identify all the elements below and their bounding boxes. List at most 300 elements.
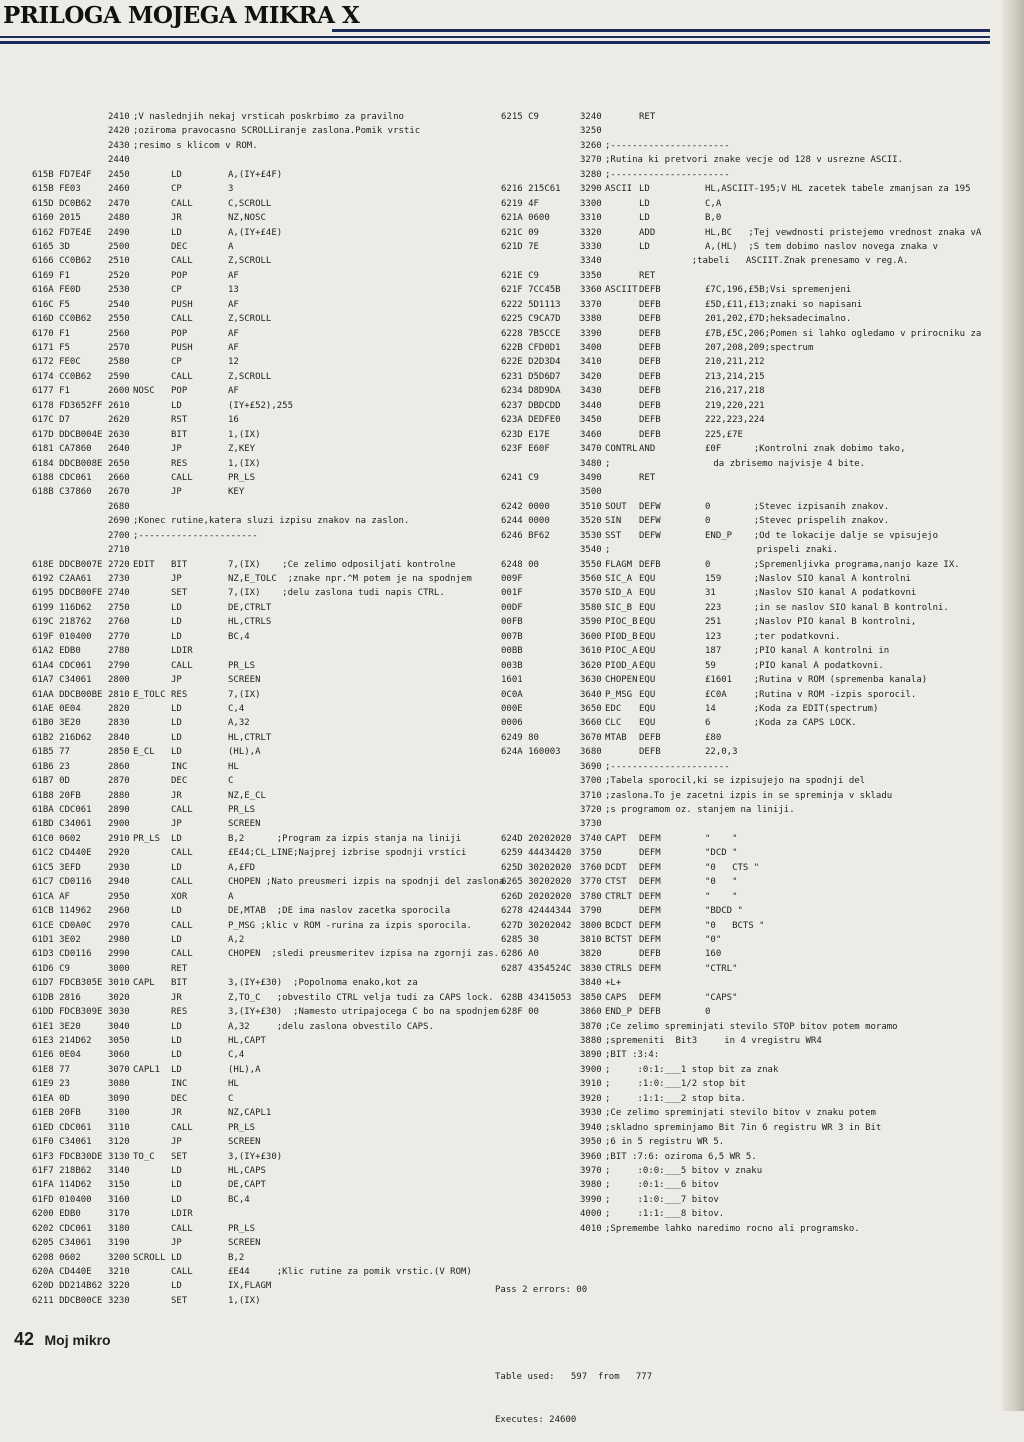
- address-hex: 61D6 C9: [32, 963, 70, 974]
- address-hex: 61A2 EDB0: [32, 646, 81, 657]
- mnemonic: DEFM: [639, 848, 661, 859]
- address-hex: 0006: [501, 718, 523, 729]
- line-number: 3170: [108, 1209, 130, 1220]
- operands: 59 ;PIO kanal A podatkovni.: [705, 660, 884, 671]
- line-number: 2620: [108, 415, 130, 426]
- operands: HL,ASCIIT-195;V HL zacetek tabele zmanjsan za 195: [705, 184, 971, 195]
- line-number: 3850: [580, 992, 602, 1003]
- mnemonic: CALL: [171, 198, 193, 209]
- operands: AF: [228, 299, 239, 310]
- mnemonic: LD: [171, 631, 182, 642]
- label: MTAB: [605, 732, 627, 743]
- mnemonic: LD: [171, 227, 182, 238]
- comment-text: ;Spremembe lahko naredimo rocno ali programsko.: [605, 1223, 860, 1234]
- mnemonic: RET: [639, 472, 656, 483]
- operands: £0F ;Kontrolni znak dobimo tako,: [705, 444, 906, 455]
- line-number: 2640: [108, 444, 130, 455]
- mnemonic: LD: [171, 1050, 182, 1061]
- label: CONTRL: [605, 444, 638, 455]
- address-hex: 61B0 3E20: [32, 718, 81, 729]
- line-number: 3090: [108, 1093, 130, 1104]
- label: CAPS: [605, 992, 627, 1003]
- line-number: 4000: [580, 1209, 602, 1220]
- line-number: 3830: [580, 963, 602, 974]
- line-number: 2770: [108, 631, 130, 642]
- mnemonic: DEFB: [639, 429, 661, 440]
- operands: NZ,E_TOLC ;znake npr.^M potem je na spodnjem: [228, 574, 472, 584]
- address-hex: 628F 00: [501, 1007, 539, 1018]
- line-number: 3560: [580, 574, 602, 584]
- line-number: 3070: [108, 1064, 130, 1075]
- address-hex: 0C0A: [501, 689, 523, 700]
- address-hex: 6178 FD3652FF: [32, 400, 103, 411]
- mnemonic: DEFB: [639, 386, 661, 397]
- mnemonic: JP: [171, 487, 182, 498]
- operands: 16: [228, 415, 239, 426]
- address-hex: 6184 DDCB008E: [32, 458, 103, 469]
- mnemonic: DEFB: [639, 299, 661, 310]
- line-number: 3520: [580, 516, 602, 527]
- address-hex: 6242 0000: [501, 501, 550, 512]
- mnemonic: INC: [171, 1079, 188, 1090]
- operands: "DCD ": [705, 848, 738, 859]
- address-hex: 6287 4354524C: [501, 963, 572, 974]
- line-number: 3240: [580, 112, 602, 122]
- operands: 159 ;Naslov SIO kanal A kontrolni: [705, 574, 911, 584]
- line-number: 3150: [108, 1180, 130, 1191]
- mnemonic: JP: [171, 574, 182, 584]
- operands: BC,4: [228, 631, 250, 642]
- line-number: 3950: [580, 1137, 602, 1148]
- address-hex: 6200 EDB0: [32, 1209, 81, 1220]
- mnemonic: LD: [171, 703, 182, 714]
- address-hex: 61EB 20FB: [32, 1108, 81, 1119]
- line-number: 3820: [580, 949, 602, 960]
- operands: 213,214,215: [705, 371, 765, 382]
- line-number: 3410: [580, 357, 602, 368]
- address-hex: 6237 DBDCDD: [501, 400, 561, 411]
- operands: NZ,NOSC: [228, 213, 266, 224]
- mnemonic: CALL: [171, 1223, 193, 1234]
- operands: £1601 ;Rutina v ROM (spremenba kanala): [705, 675, 928, 686]
- mnemonic: DEFM: [639, 877, 661, 888]
- operands: PR_LS: [228, 660, 256, 671]
- address-hex: 624A 160003: [501, 747, 561, 758]
- operands: A,2: [228, 934, 245, 945]
- comment-text: ; :1:1:___8 bitov.: [605, 1209, 725, 1220]
- line-number: 3160: [108, 1194, 130, 1205]
- mnemonic: LD: [171, 732, 182, 743]
- line-number: 2510: [108, 256, 130, 267]
- address-hex: 6202 CDC061: [32, 1223, 92, 1234]
- address-hex: 621F 7CC45B: [501, 285, 561, 296]
- line-number: 3420: [580, 371, 602, 382]
- address-hex: 6249 80: [501, 732, 539, 743]
- operands: 14 ;Koda za EDIT(spectrum): [705, 703, 879, 714]
- header-rule: [332, 29, 990, 32]
- mnemonic: DEFM: [639, 833, 661, 844]
- operands: £E44 ;Klic rutine za pomik vrstic.(V ROM): [228, 1267, 472, 1277]
- address-hex: 6278 42444344: [501, 906, 572, 917]
- line-number: 3190: [108, 1238, 130, 1249]
- address-hex: 616D CC0B62: [32, 314, 92, 325]
- line-number: 3270: [580, 155, 602, 166]
- address-hex: 6228 7B5CCE: [501, 328, 561, 339]
- line-number: 2710: [108, 545, 130, 556]
- mnemonic: LDIR: [171, 1209, 193, 1220]
- mnemonic: INC: [171, 761, 188, 772]
- line-number: 2600: [108, 386, 130, 397]
- line-number: 3610: [580, 646, 602, 657]
- label: P_MSG: [605, 689, 633, 700]
- line-number: 2910: [108, 833, 130, 844]
- operands: Z,SCROLL: [228, 371, 272, 382]
- operands: DE,MTAB ;DE ima naslov zacetka sporocila: [228, 906, 451, 917]
- operands: SCREEN: [228, 1238, 261, 1249]
- line-number: 3450: [580, 415, 602, 426]
- line-number: 3960: [580, 1151, 602, 1162]
- operands: AF: [228, 343, 239, 353]
- line-number: 3710: [580, 790, 602, 801]
- line-number: 2680: [108, 501, 130, 512]
- line-number: 3990: [580, 1194, 602, 1205]
- line-number: 2780: [108, 646, 130, 657]
- comment-text: ;skladno spreminjamo Bit 7in 6 registru WR 3 in Bit: [605, 1122, 882, 1133]
- address-hex: 621E C9: [501, 270, 539, 281]
- line-number: 3390: [580, 328, 602, 339]
- line-number: 2970: [108, 920, 130, 931]
- address-hex: 6208 0602: [32, 1252, 81, 1263]
- mnemonic: EQU: [639, 703, 656, 714]
- operands: 3,(IY+£30) ;Namesto utripajocega C bo na spodnjem: [228, 1007, 499, 1018]
- operands: B,0: [705, 213, 722, 224]
- mnemonic: CALL: [171, 1122, 193, 1133]
- line-number: 2960: [108, 906, 130, 917]
- line-number: 3180: [108, 1223, 130, 1234]
- operands: Z,KEY: [228, 444, 256, 455]
- address-hex: 6219 4F: [501, 198, 539, 209]
- line-number: 3870: [580, 1021, 602, 1032]
- line-number: 2890: [108, 805, 130, 815]
- line-number: 2730: [108, 574, 130, 584]
- mnemonic: RET: [639, 270, 656, 281]
- mnemonic: DEFW: [639, 530, 661, 541]
- address-hex: 6174 CC0B62: [32, 371, 92, 382]
- address-hex: 61D1 3E02: [32, 934, 81, 945]
- comment-text: ; :0:1:___6 bitov: [605, 1180, 719, 1191]
- operands: "0 CTS ": [705, 862, 760, 873]
- mnemonic: DEFB: [639, 949, 661, 960]
- operands: IX,FLAGM: [228, 1281, 272, 1292]
- address-hex: 6222 5D1113: [501, 299, 561, 310]
- address-hex: 61BD C34061: [32, 819, 92, 830]
- line-number: 3510: [580, 501, 602, 512]
- line-number: 3690: [580, 761, 602, 772]
- comment-text: ;6 in 5 registru WR 5.: [605, 1137, 725, 1148]
- operands: 6 ;Koda za CAPS LOCK.: [705, 718, 857, 729]
- address-hex: 6181 CA7860: [32, 444, 92, 455]
- label: NOSC: [133, 386, 155, 397]
- address-hex: 621C 09: [501, 227, 539, 238]
- address-hex: 61F3 FDCB30DE: [32, 1151, 103, 1162]
- comment-text: ;Ce zelimo spreminjati stevilo STOP bitov potem moramo: [605, 1021, 898, 1032]
- mnemonic: CALL: [171, 848, 193, 859]
- mnemonic: DEFB: [639, 343, 661, 353]
- line-number: 3750: [580, 848, 602, 859]
- mnemonic: DEFB: [639, 415, 661, 426]
- line-number: 3880: [580, 1036, 602, 1046]
- page-number: 42: [14, 1329, 35, 1349]
- address-hex: 61CA AF: [32, 891, 70, 902]
- address-hex: 001F: [501, 588, 523, 599]
- line-number: 2740: [108, 588, 130, 599]
- address-hex: 6169 F1: [32, 270, 70, 281]
- operands: NZ,E_CL: [228, 790, 266, 801]
- operands: Z,SCROLL: [228, 314, 272, 325]
- mnemonic: CP: [171, 357, 182, 368]
- line-number: 3700: [580, 776, 602, 787]
- mnemonic: EQU: [639, 574, 656, 584]
- label: ASCIIT: [605, 285, 638, 296]
- operands: A,32 ;delu zaslona obvestilo CAPS.: [228, 1021, 434, 1032]
- operands: 1,(IX): [228, 1295, 261, 1306]
- address-hex: 6195 DDCB00FE: [32, 588, 103, 599]
- operands: £7C,196,£5B;Vsi spremenjeni: [705, 285, 852, 296]
- line-number: 2720: [108, 559, 130, 570]
- operands: SCREEN: [228, 819, 261, 830]
- operands: PR_LS: [228, 472, 256, 483]
- mnemonic: LD: [639, 184, 650, 195]
- address-hex: 61B7 0D: [32, 776, 70, 787]
- line-number: 3130: [108, 1151, 130, 1162]
- address-hex: 61A4 CDC061: [32, 660, 92, 671]
- address-hex: 61AE 0E04: [32, 703, 81, 714]
- mnemonic: CALL: [171, 256, 193, 267]
- address-hex: 615D DC0B62: [32, 198, 92, 209]
- comment-text: ; :1:0:___7 bitov: [605, 1194, 719, 1205]
- mnemonic: PUSH: [171, 343, 193, 353]
- line-number: 3400: [580, 343, 602, 353]
- line-number: 2650: [108, 458, 130, 469]
- operands: " ": [705, 833, 738, 844]
- operands: C: [228, 776, 234, 787]
- address-hex: 61AA DDCB00BE: [32, 689, 103, 700]
- mnemonic: ADD: [639, 227, 656, 238]
- mnemonic: EQU: [639, 588, 656, 599]
- operands: PR_LS: [228, 1122, 256, 1133]
- address-hex: 6234 D8D9DA: [501, 386, 561, 397]
- mnemonic: LD: [171, 169, 182, 180]
- label: END_P: [605, 1007, 633, 1018]
- address-hex: 6172 FE0C: [32, 357, 81, 368]
- address-hex: 00FB: [501, 617, 523, 628]
- operands: CHOPEN ;Nato preusmeri izpis na spodnji del zaslona: [228, 877, 505, 888]
- mnemonic: EQU: [639, 718, 656, 729]
- address-hex: 6241 C9: [501, 472, 539, 483]
- mnemonic: CALL: [171, 371, 193, 382]
- line-number: 4010: [580, 1223, 602, 1234]
- address-hex: 6244 0000: [501, 516, 550, 527]
- operands: 223 ;in se naslov SIO kanal B kontrolni.: [705, 602, 949, 613]
- line-number: 2500: [108, 241, 130, 252]
- line-number: 2980: [108, 934, 130, 945]
- address-hex: 618E DDCB007E: [32, 559, 103, 570]
- line-number: 2460: [108, 184, 130, 195]
- line-number: 2540: [108, 299, 130, 310]
- operands: A,(IY+£4F): [228, 169, 283, 180]
- operands: DE,CAPT: [228, 1180, 266, 1191]
- line-number: 2930: [108, 862, 130, 873]
- mnemonic: RES: [171, 1007, 188, 1018]
- mnemonic: LD: [171, 833, 182, 844]
- line-number: 3890: [580, 1050, 602, 1061]
- operands: "0": [705, 934, 722, 945]
- line-number: 3720: [580, 805, 602, 815]
- mnemonic: DEC: [171, 776, 188, 787]
- address-hex: 620A CD440E: [32, 1267, 92, 1277]
- mnemonic: BIT: [171, 559, 188, 570]
- mnemonic: LDIR: [171, 646, 193, 657]
- comment-text: ; :1:0:___1/2 stop bit: [605, 1079, 746, 1090]
- address-hex: 00BB: [501, 646, 523, 657]
- line-number: 3600: [580, 631, 602, 642]
- mnemonic: RES: [171, 458, 188, 469]
- line-number: 2610: [108, 400, 130, 411]
- address-hex: 6170 F1: [32, 328, 70, 339]
- mnemonic: LD: [171, 862, 182, 873]
- address-hex: 6216 215C61: [501, 184, 561, 195]
- mnemonic: RET: [639, 112, 656, 122]
- operands: HL,CTRLT: [228, 732, 272, 743]
- operands: 0 ;Stevec izpisanih znakov.: [705, 501, 890, 512]
- operands: "0 BCTS ": [705, 920, 765, 931]
- label: BCTST: [605, 934, 633, 945]
- address-hex: 6199 116D62: [32, 602, 92, 613]
- label: CAPL1: [133, 1064, 161, 1075]
- mnemonic: POP: [171, 386, 188, 397]
- label: CAPT: [605, 833, 627, 844]
- address-hex: 61C2 CD440E: [32, 848, 92, 859]
- line-number: 2580: [108, 357, 130, 368]
- operands: 225,£7E: [705, 429, 743, 440]
- mnemonic: LD: [171, 1021, 182, 1032]
- header-rule: [0, 36, 990, 38]
- operands: C,SCROLL: [228, 198, 272, 209]
- mnemonic: EQU: [639, 602, 656, 613]
- operands: "CTRL": [705, 963, 738, 974]
- line-number: 3440: [580, 400, 602, 411]
- mnemonic: JR: [171, 790, 182, 801]
- line-number: 3060: [108, 1050, 130, 1061]
- mnemonic: CALL: [171, 920, 193, 931]
- address-hex: 616C F5: [32, 299, 70, 310]
- mnemonic: DEFB: [639, 1007, 661, 1018]
- address-hex: 621D 7E: [501, 241, 539, 252]
- address-hex: 622E D2D3D4: [501, 357, 561, 368]
- operands: Z,TO_C ;obvestilo CTRL velja tudi za CAPS lock.: [228, 992, 494, 1003]
- operands: A,£FD: [228, 862, 256, 873]
- address-hex: 6211 DDCB00CE: [32, 1295, 103, 1306]
- line-number: 2920: [108, 848, 130, 859]
- mnemonic: DEFB: [639, 732, 661, 743]
- mnemonic: CALL: [171, 472, 193, 483]
- line-number: 3900: [580, 1064, 602, 1075]
- comment-text: ;s programom oz. stanjem na liniji.: [605, 805, 795, 815]
- line-number: 2410: [108, 112, 130, 122]
- mnemonic: LD: [171, 602, 182, 613]
- mnemonic: EQU: [639, 646, 656, 657]
- line-number: 3120: [108, 1137, 130, 1148]
- mnemonic: LD: [171, 1180, 182, 1191]
- line-number: 3580: [580, 602, 602, 613]
- line-number: 3590: [580, 617, 602, 628]
- mnemonic: JP: [171, 1137, 182, 1148]
- mnemonic: DEFM: [639, 992, 661, 1003]
- address-hex: 61F7 218B62: [32, 1165, 92, 1176]
- operands: Z,SCROLL: [228, 256, 272, 267]
- executes: Executes: 24600: [495, 1415, 577, 1425]
- operands: 1,(IX): [228, 429, 261, 440]
- operands: B,2 ;Program za izpis stanja na liniji: [228, 833, 461, 844]
- line-number: 3810: [580, 934, 602, 945]
- address-hex: 61E9 23: [32, 1079, 70, 1090]
- address-hex: 624D 20202020: [501, 833, 572, 844]
- mnemonic: EQU: [639, 675, 656, 686]
- operands: £5D,£11,£13;znaki so napisani: [705, 299, 863, 310]
- line-number: 3380: [580, 314, 602, 325]
- address-hex: 61D3 CD0116: [32, 949, 92, 960]
- operands: £E44;CL_LINE;Najprej izbrise spodnji vrstici: [228, 848, 467, 859]
- line-number: 3660: [580, 718, 602, 729]
- label: CLC: [605, 718, 622, 729]
- address-hex: 007B: [501, 631, 523, 642]
- line-number: 2800: [108, 675, 130, 686]
- mnemonic: CP: [171, 184, 182, 195]
- address-hex: 6192 C2AA61: [32, 574, 92, 584]
- line-number: 2950: [108, 891, 130, 902]
- line-number: 2670: [108, 487, 130, 498]
- address-hex: 622B CFD0D1: [501, 343, 561, 353]
- operands: 3,(IY+£30): [228, 1151, 283, 1162]
- operands: 1,(IX): [228, 458, 261, 469]
- line-number: 2760: [108, 617, 130, 628]
- line-number: 2860: [108, 761, 130, 772]
- mnemonic: LD: [171, 934, 182, 945]
- mnemonic: LD: [171, 617, 182, 628]
- mnemonic: POP: [171, 328, 188, 339]
- mnemonic: RET: [171, 963, 188, 974]
- line-number: 2990: [108, 949, 130, 960]
- mnemonic: DEFB: [639, 285, 661, 296]
- address-hex: 61CB 114962: [32, 906, 92, 917]
- operands: (HL),A: [228, 1064, 261, 1075]
- comment-text: ;----------------------: [605, 761, 730, 772]
- label: SID_A: [605, 588, 633, 599]
- mnemonic: LD: [171, 1064, 182, 1075]
- line-number: 3620: [580, 660, 602, 671]
- mnemonic: LD: [171, 718, 182, 729]
- address-hex: 6188 CDC061: [32, 472, 92, 483]
- label: PIOC_A: [605, 646, 638, 657]
- operands: A,(HL) ;S tem dobimo naslov novega znaka v: [705, 241, 938, 252]
- mnemonic: DEFB: [639, 328, 661, 339]
- mnemonic: LD: [171, 1252, 182, 1263]
- address-hex: 615B FE03: [32, 184, 81, 195]
- line-number: 2630: [108, 429, 130, 440]
- mnemonic: CALL: [171, 1267, 193, 1277]
- address-hex: 61EA 0D: [32, 1093, 70, 1104]
- address-hex: 623D E17E: [501, 429, 550, 440]
